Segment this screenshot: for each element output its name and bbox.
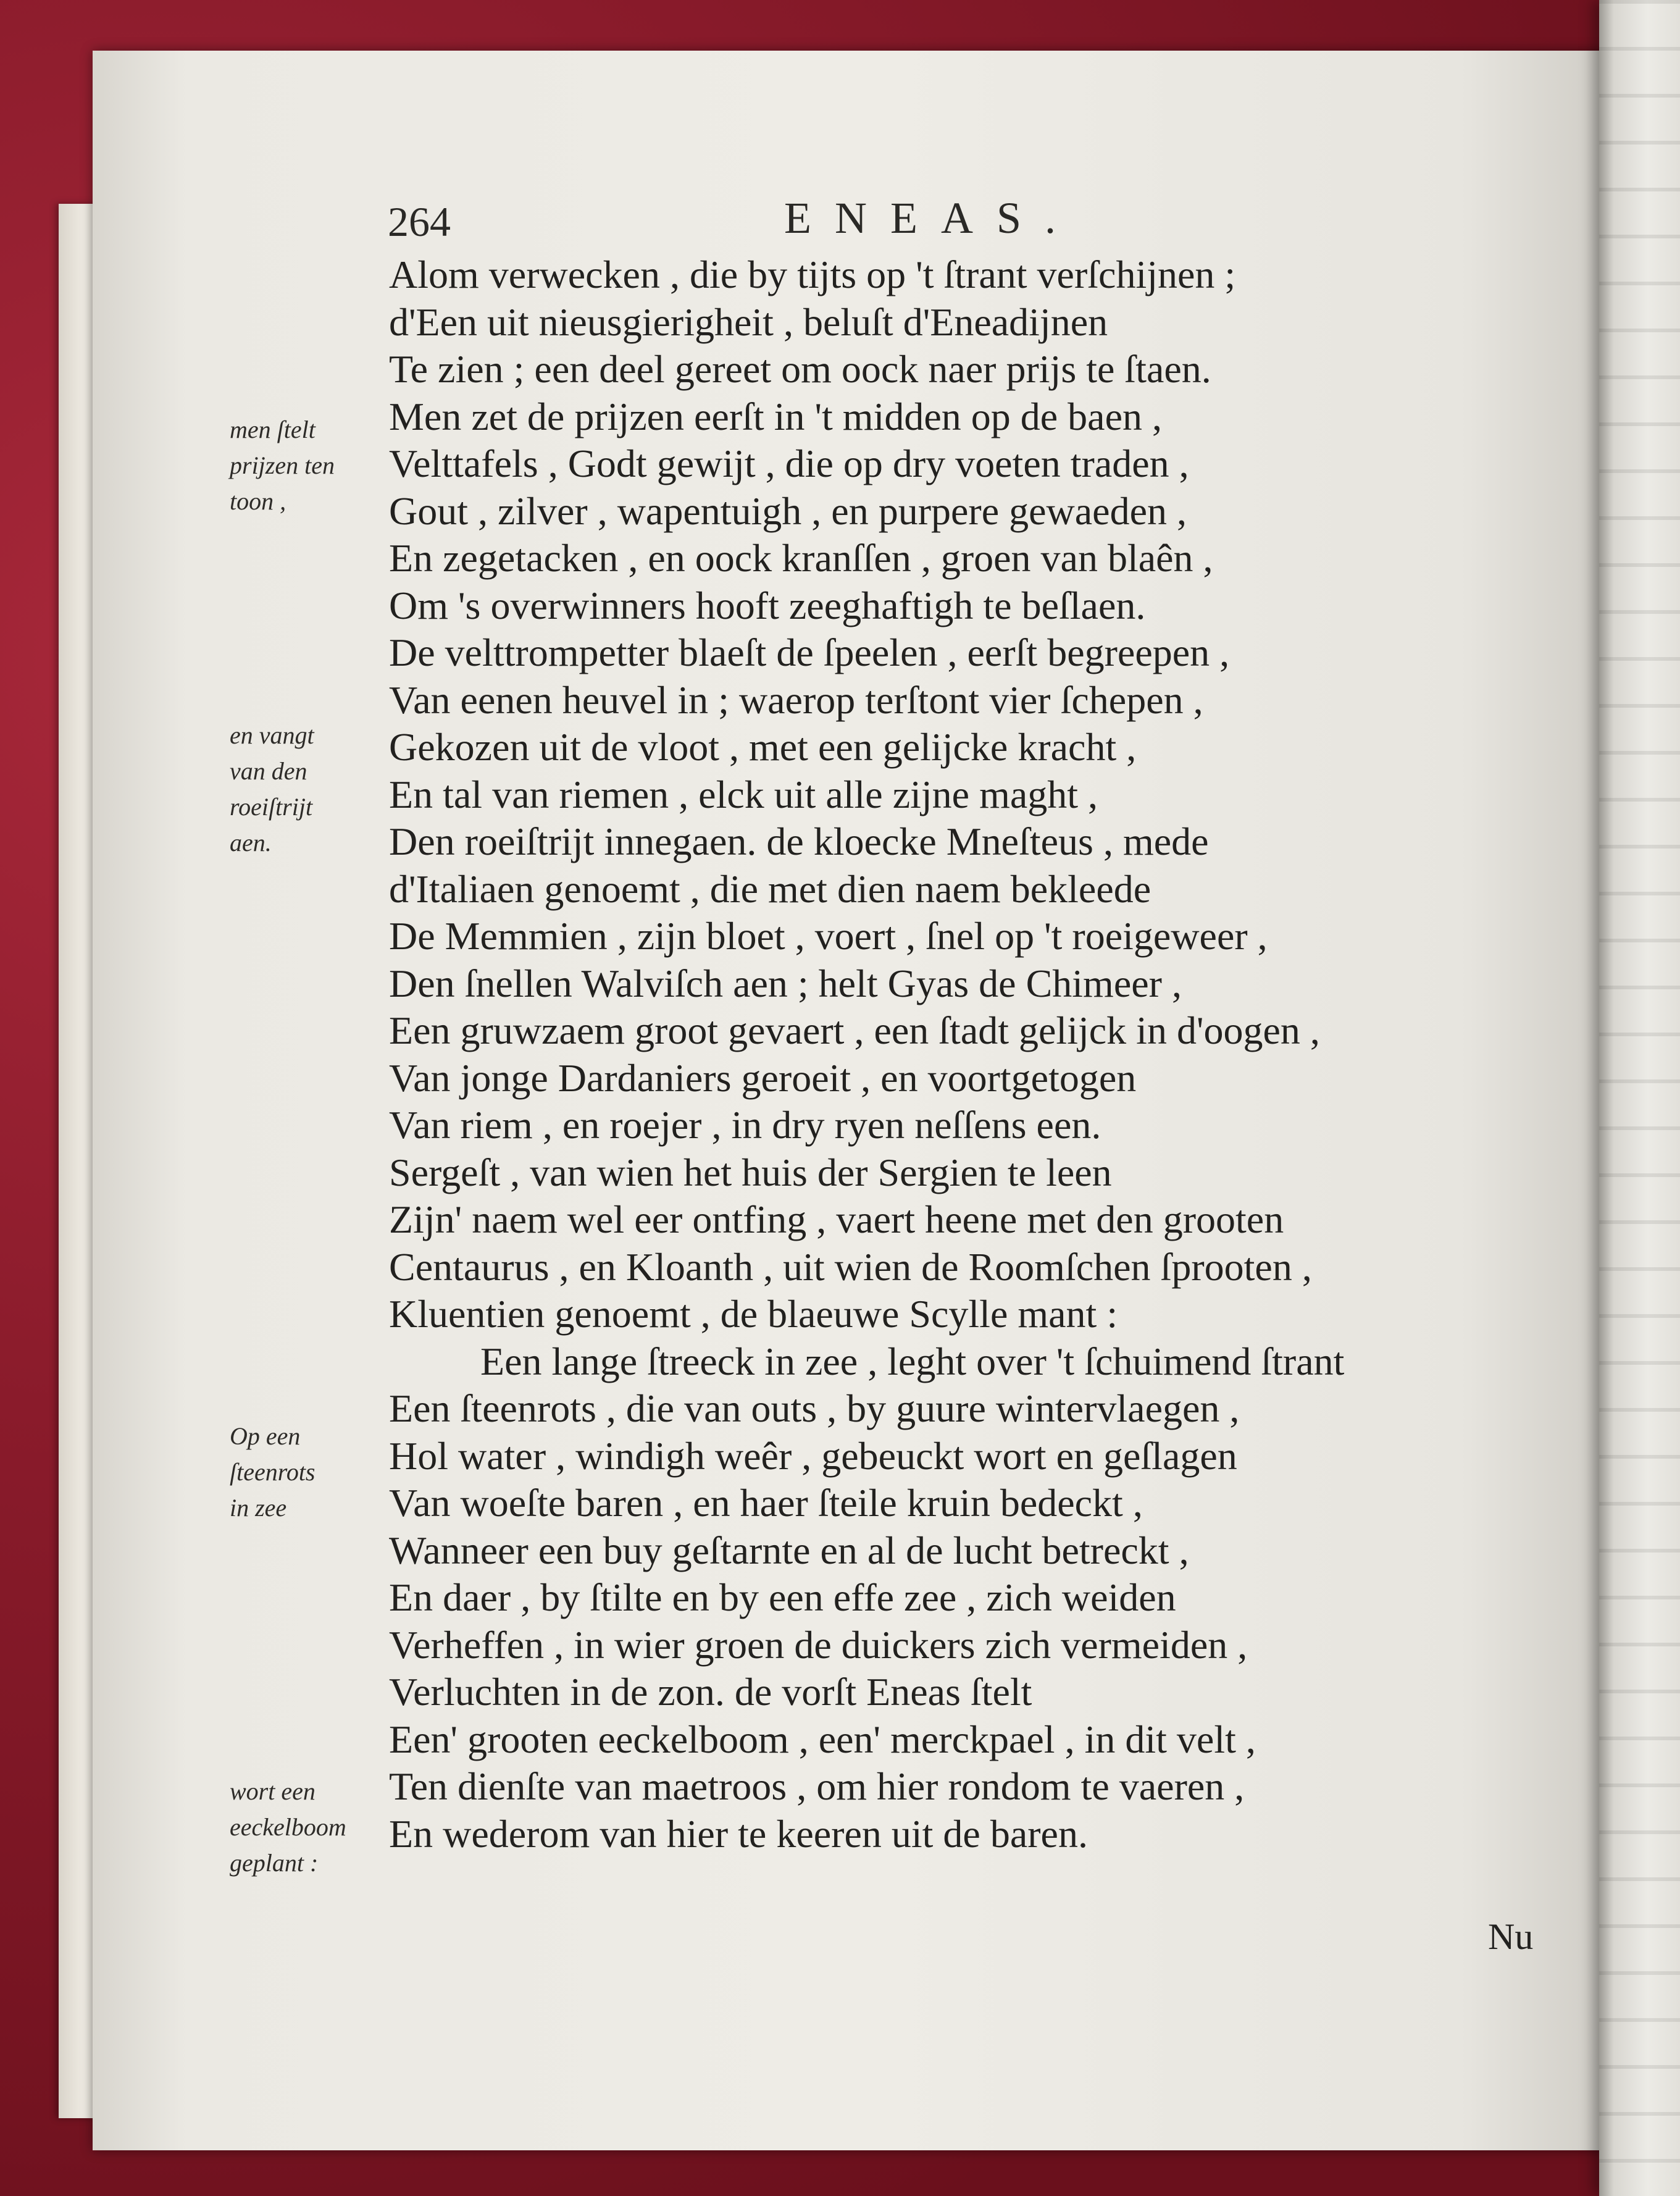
verse-line: Te zien ; een deel gereet om oock naer prijs te ſtaen.	[389, 347, 1211, 391]
verse-line: Den ſnellen Walviſch aen ; helt Gyas de Chimeer ,	[389, 961, 1182, 1005]
margin-note-line: roeiſtrijt	[230, 793, 313, 821]
margin-note-line: Op een	[230, 1422, 301, 1450]
verse-line: Wanneer een buy geſtarnte en al de lucht betreckt ,	[389, 1528, 1189, 1572]
verse-line: Den roeiſtrijt innegaen. de kloecke Mneſteus , mede	[389, 819, 1209, 863]
verse-line: Alom verwecken , die by tijts op 't ſtrant verſchijnen ;	[389, 253, 1236, 296]
verse-line: Van jonge Dardaniers geroeit , en voortgetogen	[389, 1055, 1137, 1100]
poem-body	[389, 251, 1593, 1858]
verse-line: Om 's overwinners hooft zeeghaftigh te beſlaen.	[389, 583, 1146, 627]
catchword: Nu	[1488, 1916, 1534, 1957]
facing-page-shading	[1599, 0, 1680, 2196]
verse-line: Een' grooten eeckelboom , een' merckpael , in dit velt ,	[389, 1717, 1256, 1761]
margin-note	[230, 718, 378, 861]
margin-note-line: toon ,	[230, 487, 286, 515]
verse-line: En daer , by ſtilte en by een effe zee , zich weiden	[389, 1575, 1176, 1619]
verse-line: Velttafels , Godt gewijt , die op dry voeten traden ,	[389, 442, 1189, 485]
margin-note-line: aen.	[230, 829, 272, 857]
verse-line: Centaurus , en Kloanth , uit wien de Roomſchen ſprooten ,	[389, 1244, 1312, 1289]
verse-line: Men zet de prijzen eerſt in 't midden op de baen ,	[389, 394, 1162, 438]
verse-line: Zijn' naem wel eer ontfing , vaert heene met den grooten	[389, 1197, 1284, 1241]
verse-line: Van riem , en roejer , in dry ryen neſſens een.	[389, 1103, 1101, 1147]
verse-line: De velttrompetter blaeſt de ſpeelen , eerſt begreepen ,	[389, 631, 1230, 674]
margin-note-line: in zee	[230, 1494, 287, 1522]
margin-note	[230, 1419, 378, 1526]
verse-line: De Memmien , zijn bloet , voert , ſnel op 't roeigeweer ,	[389, 914, 1268, 958]
page-number: 264	[388, 198, 451, 245]
verse-line: Een ſteenrots , die van outs , by guure wintervlaegen ,	[389, 1386, 1240, 1430]
verse-line: En wederom van hier te keeren uit de baren.	[389, 1811, 1088, 1856]
verse-line: Ten dienſte van maetroos , om hier rondom te vaeren ,	[389, 1764, 1245, 1808]
verse-line: Gout , zilver , wapentuigh , en purpere gewaeden ,	[389, 488, 1187, 533]
verse-line: Hol water , windigh weêr , gebeuckt wort en geſlagen	[389, 1433, 1237, 1478]
verse-line: d'Italiaen genoemt , die met dien naem bekleede	[389, 866, 1151, 911]
margin-note-line: en vangt	[230, 721, 314, 749]
verse-line: Gekozen uit de vloot , met een gelijcke kracht ,	[389, 725, 1137, 769]
margin-note	[230, 412, 378, 519]
verse-line: Verheffen , in wier groen de duickers zich vermeiden ,	[389, 1622, 1248, 1667]
verse-line: Sergeſt , van wien het huis der Sergien te leen	[389, 1150, 1112, 1194]
verse-line: d'Een uit nieusgierigheit , beluſt d'Eneadijnen	[389, 300, 1108, 344]
verse-line: En tal van riemen , elck uit alle zijne maght ,	[389, 772, 1098, 816]
margin-note	[230, 1774, 378, 1881]
verse-line: Verluchten in de zon. de vorſt Eneas ſtelt	[389, 1670, 1032, 1714]
running-head	[93, 186, 1649, 248]
verse-line: Kluentien genoemt , de blaeuwe Scylle mant :	[389, 1292, 1118, 1336]
margin-note-line: ſteenrots	[230, 1458, 316, 1486]
facing-page-edge	[1599, 0, 1680, 2196]
verse-line: Een gruwzaem groot gevaert , een ſtadt gelijck in d'oogen ,	[389, 1008, 1320, 1052]
margin-note-line: prijzen ten	[230, 451, 335, 479]
book-page	[93, 51, 1649, 2150]
verse-line: Van woeſte baren , en haer ſteile kruin bedeckt ,	[389, 1481, 1143, 1525]
margin-note-line: wort een	[230, 1777, 316, 1805]
margin-note-line: men ſtelt	[230, 416, 316, 443]
margin-note-line: eeckelboom	[230, 1813, 346, 1841]
margin-note-line: geplant :	[230, 1849, 319, 1877]
verse-line: Een lange ſtreeck in zee , leght over 't ſchuimend ſtrant	[480, 1339, 1345, 1383]
running-title: ENEAS.	[784, 193, 1079, 243]
verse-line: Van eenen heuvel in ; waerop terſtont vier ſchepen ,	[389, 677, 1203, 722]
margin-note-line: van den	[230, 757, 307, 785]
verse-line: En zegetacken , en oock kranſſen , groen van blaên ,	[389, 536, 1213, 580]
